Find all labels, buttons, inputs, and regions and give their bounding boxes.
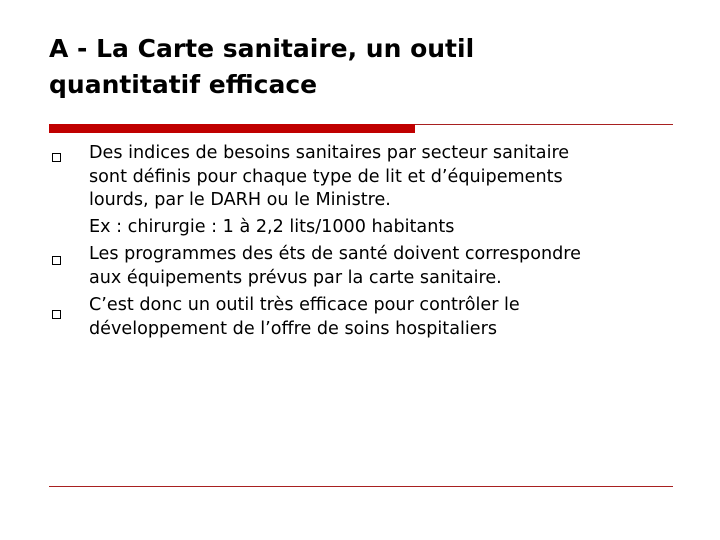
- footer-divider: [49, 486, 673, 487]
- slide-title-line-1: A - La Carte sanitaire, un outil: [49, 34, 475, 63]
- title-divider-accent-bar: [49, 124, 415, 133]
- bullet-item-1-line-1: Des indices de besoins sanitaires par secteur sanitaire: [89, 143, 570, 163]
- bullet-item-3-line-1: C’est donc un outil très efficace pour contrôler le: [89, 295, 520, 315]
- title-divider-thin-line: [415, 124, 673, 125]
- bullet-item-1: [89, 142, 689, 239]
- bullet-item-3: [89, 294, 689, 341]
- square-bullet-icon: [52, 153, 61, 162]
- square-bullet-icon: [52, 256, 61, 265]
- slide-title-line-2: quantitatif efficace: [49, 70, 318, 99]
- bullet-item-2: [89, 243, 689, 290]
- bullet-item-1-line-3: lourds, par le DARH ou le Ministre.: [89, 190, 391, 210]
- bullet-list: [89, 142, 689, 341]
- title-divider: [49, 124, 673, 133]
- bullet-item-1-example: Ex : chirurgie : 1 à 2,2 lits/1000 habitants: [89, 216, 455, 237]
- square-bullet-icon: [52, 310, 61, 319]
- slide-title: [49, 31, 689, 103]
- bullet-item-2-line-2: aux équipements prévus par la carte sanitaire.: [89, 267, 502, 288]
- bullet-item-3-line-2: développement de l’offre de soins hospitaliers: [89, 318, 497, 339]
- bullet-item-2-line-1: Les programmes des éts de santé doivent correspondre: [89, 244, 581, 264]
- bullet-item-1-line-2: sont définis pour chaque type de lit et d’équipements: [89, 166, 563, 187]
